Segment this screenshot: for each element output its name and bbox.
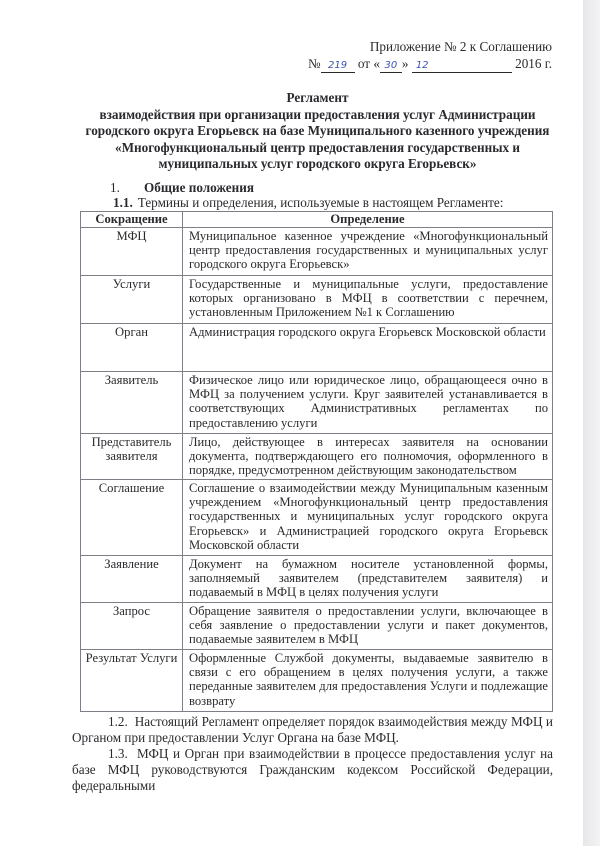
- column-header-abbreviation: Сокращение: [81, 212, 183, 228]
- term-definition: Администрация городского округа Егорьевск Московской области: [183, 324, 553, 372]
- document-title: [80, 90, 555, 173]
- table-row: [81, 603, 553, 650]
- clause-1-3: [72, 746, 553, 795]
- title-line: муниципальных услуг городского округа Егорьевск»: [158, 156, 477, 171]
- table-row: [81, 434, 553, 480]
- term-definition: Соглашение о взаимодействии между Муниципальным казенным учреждением «Многофункциональный центр предоставления государственных и муниципальных услуг городского округа Егорьевск» и Администрацией городского округа Егорьевск Московской области: [183, 480, 553, 556]
- column-header-definition: Определение: [183, 212, 553, 228]
- term-abbreviation: Заявление: [81, 556, 183, 603]
- term-definition: Оформленные Службой документы, выдаваемые заявителю в связи с его обращением в целях получения услуги, а также переданные заявителем для предоставления Услуги и подлежащие возврату: [183, 650, 553, 712]
- clause-text: МФЦ и Орган при взаимодействии в процессе предоставления услуг на базе МФЦ руководствуются Гражданским кодексом Российской Федерации, федеральными: [72, 746, 553, 794]
- agreement-number-handwritten: 219: [321, 59, 355, 73]
- term-definition: Физическое лицо или юридическое лицо, обращающееся очно в МФЦ за получением услуги. Круг заявителей устанавливается в соответствующих Административных регламентах по предоставлению услуги: [183, 372, 553, 434]
- date-year: 2016 г.: [515, 56, 552, 71]
- table-row: [81, 650, 553, 712]
- section-heading: [110, 180, 254, 195]
- term-abbreviation: Представитель заявителя: [81, 434, 183, 480]
- term-definition: Государственные и муниципальные услуги, предоставление которых организовано в МФЦ в соответствии с перечнем, установленным Приложением №1 к Соглашению: [183, 276, 553, 324]
- title-line: взаимодействия при организации предоставления услуг Администрации: [99, 106, 536, 122]
- term-definition: Документ на бумажном носителе установленной формы, заполняемый заявителем (представителем заявителя) и подаваемый в МФЦ в целях получения услуги: [183, 556, 553, 603]
- title-heading: Регламент: [286, 90, 349, 105]
- appendix-header: [300, 38, 552, 73]
- table-row: [81, 324, 553, 372]
- term-abbreviation: Результат Услуги: [81, 650, 183, 712]
- date-close: »: [401, 56, 409, 71]
- term-abbreviation: Соглашение: [81, 480, 183, 556]
- date-month-handwritten: 12: [412, 59, 512, 73]
- page-edge-shadow: [583, 0, 600, 846]
- clause-text: Термины и определения, используемые в настоящем Регламенте:: [137, 195, 504, 210]
- term-abbreviation: Заявитель: [81, 372, 183, 434]
- number-sign: №: [307, 56, 321, 71]
- term-definition: Обращение заявителя о предоставлении услуги, включающее в себя заявление о предоставлении услуги и пакет документов, подаваемые заявителем в МФЦ: [183, 603, 553, 650]
- title-line: городского округа Егорьевск на базе Муниципального казенного учреждения: [85, 123, 550, 138]
- clause-1-1: [113, 195, 503, 210]
- title-line: «Многофункциональный центр предоставления государственных и: [114, 139, 521, 155]
- date-open: от «: [357, 56, 380, 71]
- term-abbreviation: Услуги: [81, 276, 183, 324]
- clause-number: 1.2.: [108, 714, 128, 729]
- term-definition: Муниципальное казенное учреждение «Многофункциональный центр предоставления государственных и муниципальных услуг городского округа Егорьевск»: [183, 228, 553, 276]
- section-number: 1.: [110, 180, 120, 195]
- table-row: [81, 228, 553, 276]
- table-row: [81, 372, 553, 434]
- clause-number: 1.1.: [113, 195, 133, 210]
- clause-1-2: [72, 714, 553, 746]
- clause-text: Настоящий Регламент определяет порядок взаимодействия между МФЦ и Органом при предоставлении Услуг Органа на базе МФЦ.: [72, 714, 553, 746]
- agreement-number-line: [300, 55, 552, 73]
- section-title: Общие положения: [144, 180, 254, 195]
- term-abbreviation: Запрос: [81, 603, 183, 650]
- clause-number: 1.3.: [108, 746, 128, 761]
- table-row: [81, 480, 553, 556]
- term-abbreviation: Орган: [81, 324, 183, 372]
- table-header-row: [81, 212, 553, 228]
- table-row: [81, 276, 553, 324]
- term-definition: Лицо, действующее в интересах заявителя на основании документа, подтверждающего его полномочия, оформленного в порядке, предусмотренном действующим законодательством: [183, 434, 553, 480]
- table-row: [81, 556, 553, 603]
- date-day-handwritten: 30: [380, 59, 402, 73]
- appendix-title: Приложение № 2 к Соглашению: [369, 39, 552, 54]
- terms-table: [80, 211, 553, 712]
- term-abbreviation: МФЦ: [81, 228, 183, 276]
